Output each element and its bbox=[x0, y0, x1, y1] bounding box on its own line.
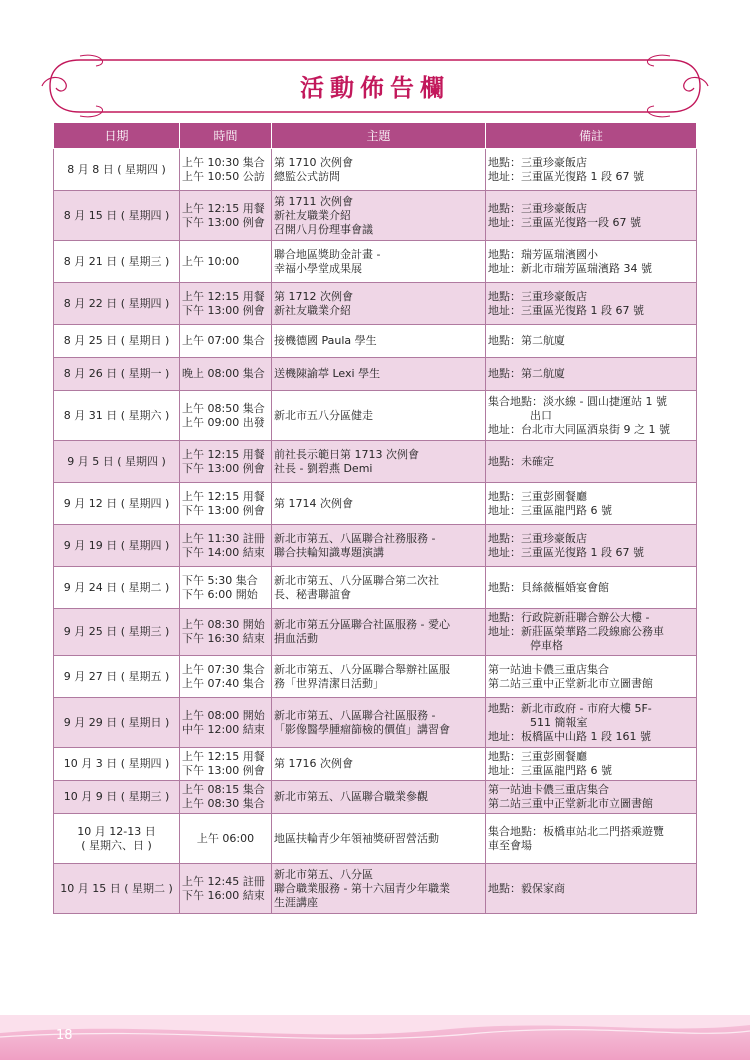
time-cell-line: 上午 08:00 開始 bbox=[182, 708, 265, 722]
table-row bbox=[54, 391, 697, 441]
note-cell-line: 地址：三重區龍門路 6 號 bbox=[488, 764, 612, 777]
date-cell bbox=[54, 656, 180, 698]
note-cell-line: 停車格 bbox=[530, 639, 563, 652]
note-cell bbox=[486, 656, 697, 698]
time-cell bbox=[180, 567, 272, 609]
time-cell bbox=[180, 864, 272, 914]
time-cell-line: 上午 12:15 用餐 bbox=[182, 201, 265, 215]
table-row bbox=[54, 656, 697, 698]
note-cell-line: 地址：三重區光復路一段 67 號 bbox=[488, 215, 641, 229]
note-cell-line: 地點：三重珍豪飯店 bbox=[488, 531, 587, 545]
note-cell bbox=[486, 241, 697, 283]
note-cell-line: 第一站迪卡儂三重店集合 bbox=[488, 662, 609, 676]
date-cell-line: 9 月 12 日 ( 星期四 ) bbox=[63, 496, 170, 510]
note-cell-line: 地址：三重區光復路 1 段 67 號 bbox=[488, 545, 644, 559]
header-note: 備註 bbox=[486, 123, 697, 149]
date-cell-line: 9 月 27 日 ( 星期五 ) bbox=[63, 669, 170, 683]
date-cell bbox=[54, 814, 180, 864]
topic-cell-line: 新北市第五、八區聯合社區服務 - bbox=[274, 708, 436, 722]
topic-cell bbox=[272, 698, 486, 748]
topic-cell-line: 接機德國 Paula 學生 bbox=[274, 334, 377, 347]
table-row bbox=[54, 567, 697, 609]
topic-cell-line: 長、秘書聯誼會 bbox=[274, 587, 351, 601]
time-cell-line: 上午 09:00 出發 bbox=[182, 415, 265, 429]
note-cell bbox=[486, 358, 697, 391]
time-cell bbox=[180, 656, 272, 698]
event-table bbox=[53, 122, 697, 914]
topic-cell bbox=[272, 241, 486, 283]
time-cell bbox=[180, 358, 272, 391]
topic-cell-line: 生涯講座 bbox=[274, 895, 318, 909]
note-cell-line: 地址：新北市瑞芳區瑞濱路 34 號 bbox=[488, 261, 652, 275]
date-cell-line: 8 月 25 日 ( 星期日 ) bbox=[63, 334, 170, 347]
note-cell bbox=[486, 149, 697, 191]
note-cell-line: 地點：三重彭園餐廳 bbox=[488, 489, 587, 503]
time-cell-line: 下午 13:00 例會 bbox=[182, 461, 265, 475]
date-cell bbox=[54, 441, 180, 483]
time-cell bbox=[180, 283, 272, 325]
note-cell bbox=[486, 748, 697, 781]
note-cell-line: 511 簡報室 bbox=[530, 715, 588, 729]
date-cell-line: 8 月 26 日 ( 星期一 ) bbox=[63, 367, 170, 380]
note-cell-line: 地址：台北市大同區酒泉街 9 之 1 號 bbox=[488, 422, 670, 436]
time-cell-line: 晚上 08:00 集合 bbox=[182, 367, 265, 380]
note-cell-line: 地點：第二航廈 bbox=[488, 367, 565, 380]
date-cell-line: 8 月 8 日 ( 星期四 ) bbox=[67, 162, 166, 176]
date-cell-line: 9 月 19 日 ( 星期四 ) bbox=[63, 538, 170, 552]
time-cell-line: 上午 10:30 集合 bbox=[182, 155, 265, 169]
topic-cell-line: 新北市第五、八分區聯合第二次社 bbox=[274, 573, 439, 587]
date-cell bbox=[54, 609, 180, 656]
note-cell-line: 地點：未確定 bbox=[488, 454, 554, 468]
table-header-row bbox=[54, 123, 697, 149]
event-table-container bbox=[53, 122, 696, 914]
time-cell-line: 上午 08:30 集合 bbox=[182, 797, 265, 810]
note-cell bbox=[486, 325, 697, 358]
note-cell-line: 出口 bbox=[530, 408, 552, 422]
table-row bbox=[54, 149, 697, 191]
topic-cell-line: 送機陳諭葶 Lexi 學生 bbox=[274, 367, 381, 380]
date-cell bbox=[54, 864, 180, 914]
table-row bbox=[54, 864, 697, 914]
topic-cell bbox=[272, 781, 486, 814]
time-cell-line: 中午 12:00 結束 bbox=[182, 722, 265, 736]
time-cell-line: 上午 08:30 開始 bbox=[182, 618, 265, 631]
table-row bbox=[54, 191, 697, 241]
date-cell bbox=[54, 748, 180, 781]
date-cell-line: 10 月 15 日 ( 星期二 ) bbox=[60, 881, 173, 895]
table-row bbox=[54, 781, 697, 814]
time-cell bbox=[180, 391, 272, 441]
date-cell bbox=[54, 325, 180, 358]
note-cell bbox=[486, 283, 697, 325]
date-cell-line: 8 月 31 日 ( 星期六 ) bbox=[63, 408, 170, 422]
date-cell bbox=[54, 781, 180, 814]
time-cell-line: 下午 6:00 開始 bbox=[182, 587, 258, 601]
topic-cell bbox=[272, 358, 486, 391]
time-cell-line: 上午 12:45 註冊 bbox=[182, 874, 265, 888]
header-time: 時間 bbox=[180, 123, 272, 149]
header-date: 日期 bbox=[54, 123, 180, 149]
topic-cell-line: 聯合職業服務 - 第十六屆青少年職業 bbox=[274, 881, 450, 895]
date-cell bbox=[54, 241, 180, 283]
note-cell-line: 第二站三重中正堂新北市立圖書館 bbox=[488, 797, 653, 810]
table-row bbox=[54, 483, 697, 525]
time-cell bbox=[180, 781, 272, 814]
topic-cell-line: 新北市第五分區聯合社區服務 - 愛心 bbox=[274, 618, 450, 631]
topic-cell-line: 第 1710 次例會 bbox=[274, 155, 353, 169]
topic-cell-line: 幸福小學堂成果展 bbox=[274, 261, 362, 275]
note-cell-line: 地點：新北市政府 - 市府大樓 5F- bbox=[488, 701, 652, 715]
time-cell bbox=[180, 814, 272, 864]
topic-cell bbox=[272, 525, 486, 567]
time-cell-line: 上午 12:15 用餐 bbox=[182, 489, 265, 503]
time-cell-line: 下午 13:00 例會 bbox=[182, 503, 265, 517]
date-cell-line: ( 星期六、日 ) bbox=[81, 838, 152, 852]
time-cell-line: 上午 10:00 bbox=[182, 254, 240, 268]
topic-cell-line: 新北市第五、八區聯合職業參觀 bbox=[274, 790, 428, 803]
time-cell-line: 上午 08:50 集合 bbox=[182, 401, 265, 415]
note-cell bbox=[486, 567, 697, 609]
note-cell-line: 地點：三重珍豪飯店 bbox=[488, 289, 587, 303]
date-cell-line: 8 月 22 日 ( 星期四 ) bbox=[63, 296, 170, 310]
date-cell bbox=[54, 191, 180, 241]
table-row bbox=[54, 814, 697, 864]
date-cell bbox=[54, 358, 180, 391]
time-cell bbox=[180, 325, 272, 358]
date-cell bbox=[54, 567, 180, 609]
time-cell-line: 下午 5:30 集合 bbox=[182, 573, 258, 587]
note-cell bbox=[486, 698, 697, 748]
date-cell bbox=[54, 149, 180, 191]
topic-cell-line: 新北市第五、八分區 bbox=[274, 867, 373, 881]
topic-cell bbox=[272, 149, 486, 191]
note-cell bbox=[486, 483, 697, 525]
time-cell bbox=[180, 441, 272, 483]
time-cell-line: 下午 14:00 結束 bbox=[182, 545, 265, 559]
table-row bbox=[54, 525, 697, 567]
topic-cell-line: 捐血活動 bbox=[274, 632, 318, 645]
time-cell-line: 下午 13:00 例會 bbox=[182, 764, 265, 777]
topic-cell bbox=[272, 325, 486, 358]
time-cell-line: 上午 11:30 註冊 bbox=[182, 531, 265, 545]
note-cell-line: 地址：三重區光復路 1 段 67 號 bbox=[488, 303, 644, 317]
topic-cell-line: 前社長示範日第 1713 次例會 bbox=[274, 447, 419, 461]
time-cell-line: 上午 06:00 bbox=[196, 831, 255, 845]
page-number: 18 bbox=[56, 1028, 73, 1043]
date-cell bbox=[54, 283, 180, 325]
note-cell bbox=[486, 781, 697, 814]
time-cell-line: 上午 10:50 公訪 bbox=[182, 169, 265, 183]
date-cell bbox=[54, 391, 180, 441]
date-cell-line: 9 月 29 日 ( 星期日 ) bbox=[63, 715, 170, 729]
topic-cell-line: 第 1714 次例會 bbox=[274, 496, 353, 510]
time-cell bbox=[180, 483, 272, 525]
time-cell-line: 下午 16:30 結束 bbox=[182, 632, 265, 645]
footer-band bbox=[0, 1015, 750, 1060]
date-cell bbox=[54, 698, 180, 748]
note-cell-line: 第一站迪卡儂三重店集合 bbox=[488, 783, 609, 796]
topic-cell-line: 聯合扶輪知識專題演講 bbox=[274, 545, 384, 559]
topic-cell bbox=[272, 748, 486, 781]
time-cell bbox=[180, 698, 272, 748]
note-cell-line: 地點：第二航廈 bbox=[488, 334, 565, 347]
date-cell-line: 9 月 25 日 ( 星期三 ) bbox=[63, 625, 170, 638]
time-cell-line: 下午 13:00 例會 bbox=[182, 303, 265, 317]
table-row bbox=[54, 698, 697, 748]
note-cell-line: 地點：三重彭園餐廳 bbox=[488, 750, 587, 763]
topic-cell-line: 地區扶輪青少年領袖獎研習營活動 bbox=[274, 831, 439, 845]
note-cell-line: 地點：貝絲薇樞婚宴會館 bbox=[488, 580, 609, 594]
topic-cell bbox=[272, 567, 486, 609]
note-cell bbox=[486, 864, 697, 914]
time-cell-line: 上午 07:30 集合 bbox=[182, 662, 265, 676]
note-cell bbox=[486, 525, 697, 567]
time-cell-line: 上午 08:15 集合 bbox=[182, 783, 265, 796]
topic-cell-line: 「影像醫學腫瘤篩檢的價值」講習會 bbox=[274, 722, 450, 736]
time-cell bbox=[180, 149, 272, 191]
time-cell bbox=[180, 609, 272, 656]
topic-cell-line: 新北市第五、八分區聯合舉辦社區服 bbox=[274, 662, 450, 676]
topic-cell bbox=[272, 609, 486, 656]
note-cell-line: 集合地點：淡水線 - 圓山捷運站 1 號 bbox=[488, 394, 667, 408]
topic-cell-line: 新北市五八分區健走 bbox=[274, 408, 373, 422]
note-cell-line: 地點：三重珍豪飯店 bbox=[488, 155, 587, 169]
topic-cell bbox=[272, 814, 486, 864]
header-topic: 主題 bbox=[272, 123, 486, 149]
table-row bbox=[54, 241, 697, 283]
note-cell bbox=[486, 441, 697, 483]
topic-cell bbox=[272, 441, 486, 483]
time-cell-line: 上午 07:00 集合 bbox=[182, 334, 265, 347]
note-cell-line: 集合地點：板橋車站北二門搭乘遊覽 bbox=[488, 824, 664, 838]
note-cell-line: 車至會場 bbox=[488, 838, 532, 852]
topic-cell bbox=[272, 191, 486, 241]
note-cell-line: 地點：毅保家商 bbox=[488, 881, 565, 895]
topic-cell-line: 新社友職業介紹 bbox=[274, 208, 351, 222]
topic-cell-line: 新北市第五、八區聯合社務服務 - bbox=[274, 531, 436, 545]
time-cell-line: 上午 12:15 用餐 bbox=[182, 447, 265, 461]
time-cell bbox=[180, 191, 272, 241]
topic-cell bbox=[272, 283, 486, 325]
time-cell-line: 上午 12:15 用餐 bbox=[182, 289, 265, 303]
time-cell bbox=[180, 748, 272, 781]
date-cell bbox=[54, 525, 180, 567]
date-cell-line: 8 月 15 日 ( 星期四 ) bbox=[63, 208, 170, 222]
note-cell-line: 地址：三重區光復路 1 段 67 號 bbox=[488, 169, 644, 183]
topic-cell-line: 第 1716 次例會 bbox=[274, 757, 353, 770]
time-cell-line: 下午 13:00 例會 bbox=[182, 215, 265, 229]
note-cell-line: 地點：三重珍豪飯店 bbox=[488, 201, 587, 215]
footer-wave-icon bbox=[0, 1015, 750, 1060]
note-cell-line: 地址：板橋區中山路 1 段 161 號 bbox=[488, 729, 651, 743]
table-row bbox=[54, 358, 697, 391]
topic-cell-line: 新社友職業介紹 bbox=[274, 303, 351, 317]
note-cell bbox=[486, 814, 697, 864]
date-cell-line: 8 月 21 日 ( 星期三 ) bbox=[63, 254, 170, 268]
time-cell bbox=[180, 525, 272, 567]
page-title: 活動佈告欄 bbox=[300, 74, 450, 102]
topic-cell-line: 第 1711 次例會 bbox=[274, 194, 353, 208]
note-cell-line: 地址：三重區龍門路 6 號 bbox=[488, 503, 612, 517]
topic-cell-line: 總監公式訪問 bbox=[274, 169, 340, 183]
date-cell-line: 9 月 24 日 ( 星期二 ) bbox=[63, 580, 170, 594]
date-cell-line: 10 月 12-13 日 bbox=[77, 824, 156, 838]
topic-cell-line: 務「世界清潔日活動」 bbox=[274, 676, 384, 690]
date-cell bbox=[54, 483, 180, 525]
time-cell-line: 上午 07:40 集合 bbox=[182, 676, 265, 690]
date-cell-line: 10 月 3 日 ( 星期四 ) bbox=[63, 757, 170, 770]
note-cell bbox=[486, 609, 697, 656]
date-cell-line: 10 月 9 日 ( 星期三 ) bbox=[63, 790, 170, 803]
topic-cell-line: 召開八月份理事會議 bbox=[274, 222, 373, 236]
table-row bbox=[54, 441, 697, 483]
topic-cell-line: 第 1712 次例會 bbox=[274, 289, 353, 303]
topic-cell bbox=[272, 864, 486, 914]
note-cell-line: 地點：行政院新莊聯合辦公大樓 - bbox=[488, 611, 650, 624]
table-row bbox=[54, 283, 697, 325]
note-cell bbox=[486, 191, 697, 241]
table-row bbox=[54, 748, 697, 781]
topic-cell-line: 聯合地區獎助金計畫 - bbox=[274, 247, 381, 261]
date-cell-line: 9 月 5 日 ( 星期四 ) bbox=[67, 454, 166, 468]
topic-cell-line: 社長 - 劉碧燕 Demi bbox=[274, 461, 373, 475]
time-cell-line: 下午 16:00 結束 bbox=[182, 888, 265, 902]
topic-cell bbox=[272, 391, 486, 441]
note-cell-line: 地點：瑞芳區瑞濱國小 bbox=[488, 247, 598, 261]
note-cell-line: 第二站三重中正堂新北市立圖書館 bbox=[488, 676, 653, 690]
note-cell bbox=[486, 391, 697, 441]
title-banner bbox=[40, 50, 710, 122]
note-cell-line: 地址：新莊區榮華路二段線廊公務車 bbox=[488, 625, 664, 638]
topic-cell bbox=[272, 656, 486, 698]
topic-cell bbox=[272, 483, 486, 525]
table-row bbox=[54, 609, 697, 656]
time-cell-line: 上午 12:15 用餐 bbox=[182, 750, 265, 763]
time-cell bbox=[180, 241, 272, 283]
table-row bbox=[54, 325, 697, 358]
